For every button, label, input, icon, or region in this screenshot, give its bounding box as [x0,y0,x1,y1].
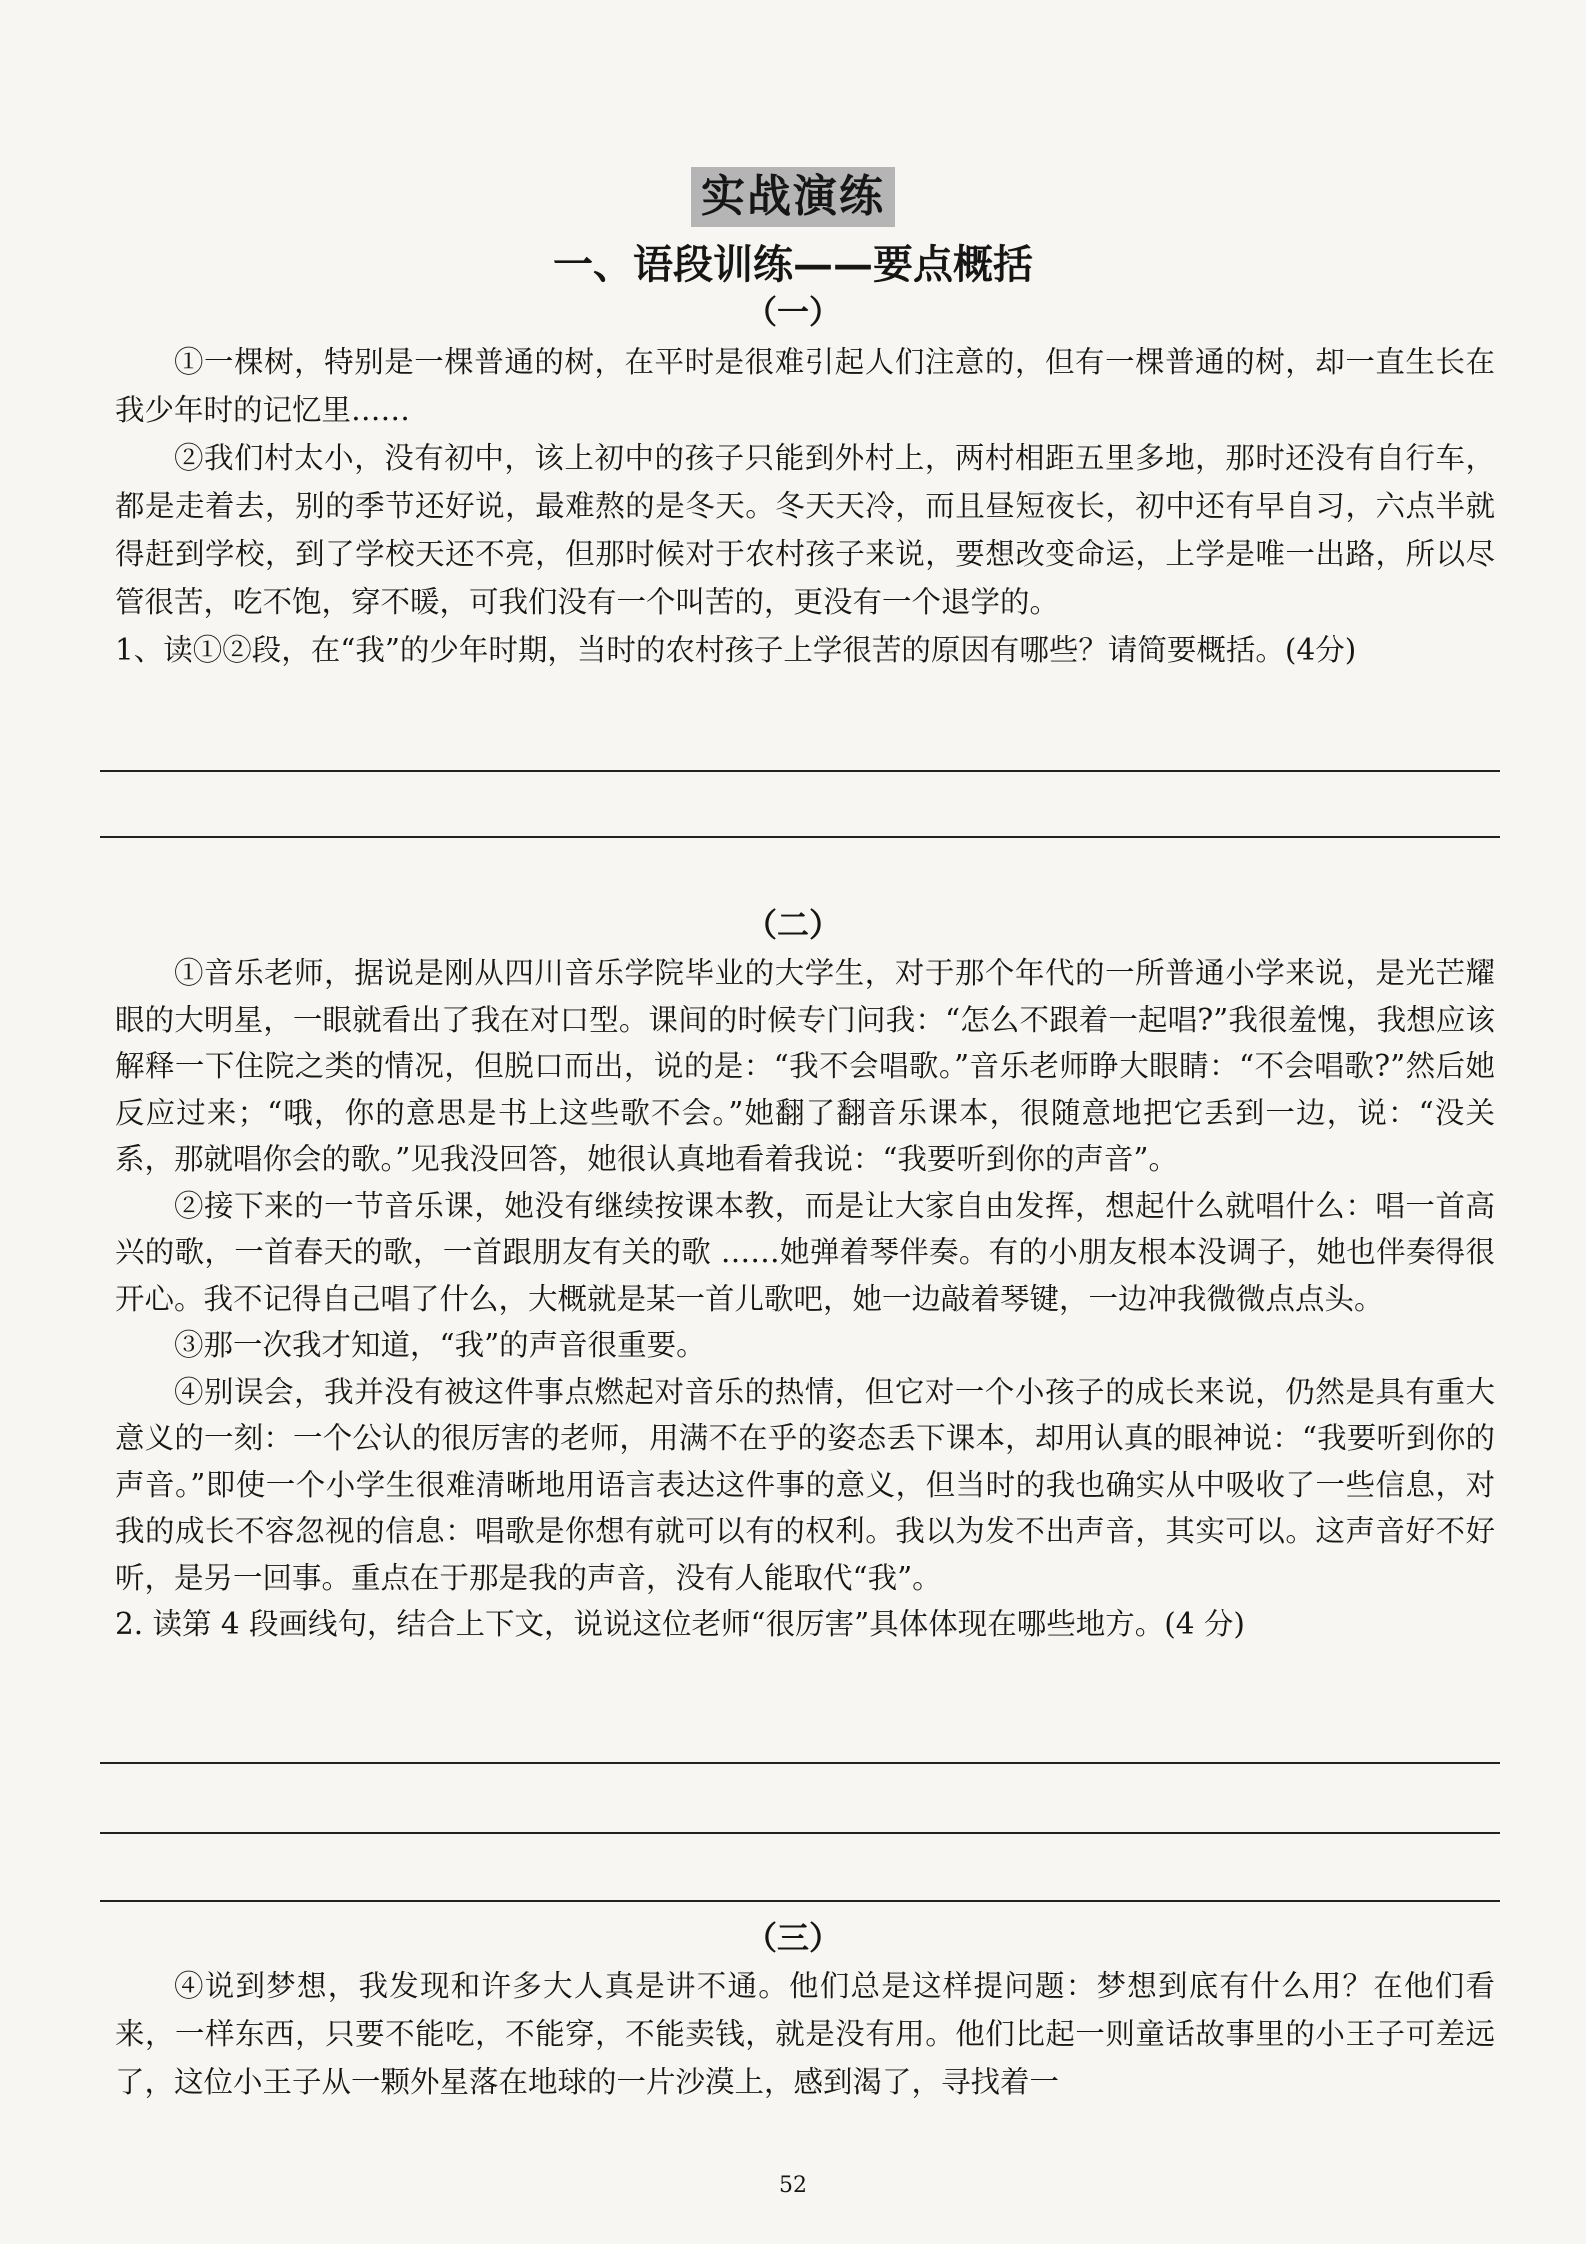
answer-line-1a[interactable] [100,770,1500,772]
section-1-marker: （一） [744,293,841,331]
section-1-paragraph-2: ②我们村太小，没有初中，该上初中的孩子只能到外村上，两村相距五里多地，那时还没有自行车，都是走着去，别的季节还好说，最难熬的是冬天。冬天天冷，而且昼短夜长，初中还有早自习，六点半就得赶到学校，到了学校天还不亮，但那时候对于农村孩子来说，要想改变命运，上学是唯一出路，所以尽管很苦，吃不饱，穿不暖，可我们没有一个叫苦的，更没有一个退学的。 [115,441,1495,619]
answer-line-2a[interactable] [100,1762,1500,1764]
answer-line-2c[interactable] [100,1900,1500,1902]
section-3-paragraph-1: ④说到梦想，我发现和许多大人真是讲不通。他们总是这样提问题：梦想到底有什么用？在他们看来，一样东西，只要不能吃，不能穿，不能卖钱，就是没有用。他们比起一则童话故事里的小王子可差远了，这位小王子从一颗外星落在地球的一片沙漠上，感到渴了，寻找着一 [115,1969,1495,2099]
section-2-marker: （二） [744,906,841,944]
section-2-passage [115,950,1495,1648]
question-2: 2. 读第 4 段画线句，结合上下文，说说这位老师“很厉害”具体体现在哪些地方。(4 分) [115,1607,1245,1641]
answer-line-1b[interactable] [100,836,1500,838]
section-2-paragraph-2: ②接下来的一节音乐课，她没有继续按课本教，而是让大家自由发挥，想起什么就唱什么：唱一首高兴的歌，一首春天的歌，一首跟朋友有关的歌 ……她弹着琴伴奏。有的小朋友根本没调子，她也伴奏得很开心。我不记得自己唱了什么，大概就是某一首儿歌吧，她一边敲着琴键，一边冲我微微点点头。 [115,1188,1495,1316]
section-2-paragraph-4: ④别误会，我并没有被这件事点燃起对音乐的热情，但它对一个小孩子的成长来说，仍然是具有重大意义的一刻：一个公认的很厉害的老师，用满不在乎的姿态丢下课本，却用认真的眼神说：“我要听到你的声音。”即使一个小学生很难清晰地用语言表达这件事的意义，但当时的我也确实从中吸收了一些信息，对我的成长不容忽视的信息：唱歌是你想有就可以有的权利。我以为发不出声音，其实可以。这声音好不好听，是另一回事。重点在于那是我的声音，没有人能取代“我”。 [115,1374,1495,1595]
answer-line-2b[interactable] [100,1832,1500,1834]
page-number: 52 [779,2173,807,2198]
section-1-paragraph-1: ①一棵树，特别是一棵普通的树，在平时是很难引起人们注意的，但有一棵普通的树，却一直生长在我少年时的记忆里…… [115,345,1495,427]
section-2-paragraph-1: ①音乐老师，据说是刚从四川音乐学院毕业的大学生，对于那个年代的一所普通小学来说，是光芒耀眼的大明星，一眼就看出了我在对口型。课间的时候专门问我：“怎么不跟着一起唱?”我很羞愧，我想应该解释一下住院之类的情况，但脱口而出，说的是：“我不会唱歌。”音乐老师睁大眼睛：“不会唱歌?”然后她反应过来；“哦，你的意思是书上这些歌不会。”她翻了翻音乐课本，很随意地把它丢到一边，说：“没关系，那就唱你会的歌。”见我没回答，她很认真地看着我说：“我要听到你的声音”。 [115,956,1495,1176]
page-subtitle: 一、语段训练——要点概括 [553,241,1033,288]
question-1: 1、读①②段，在“我”的少年时期，当时的农村孩子上学很苦的原因有哪些？请简要概括。(4分) [115,633,1357,667]
section-3-marker: （三） [744,1919,841,1957]
page-title-text: 实战演练 [691,167,895,227]
section-1-passage [115,338,1495,674]
page-title [0,167,1586,227]
section-3-passage [115,1962,1495,2106]
section-2-paragraph-3: ③那一次我才知道，“我”的声音很重要。 [174,1328,706,1362]
